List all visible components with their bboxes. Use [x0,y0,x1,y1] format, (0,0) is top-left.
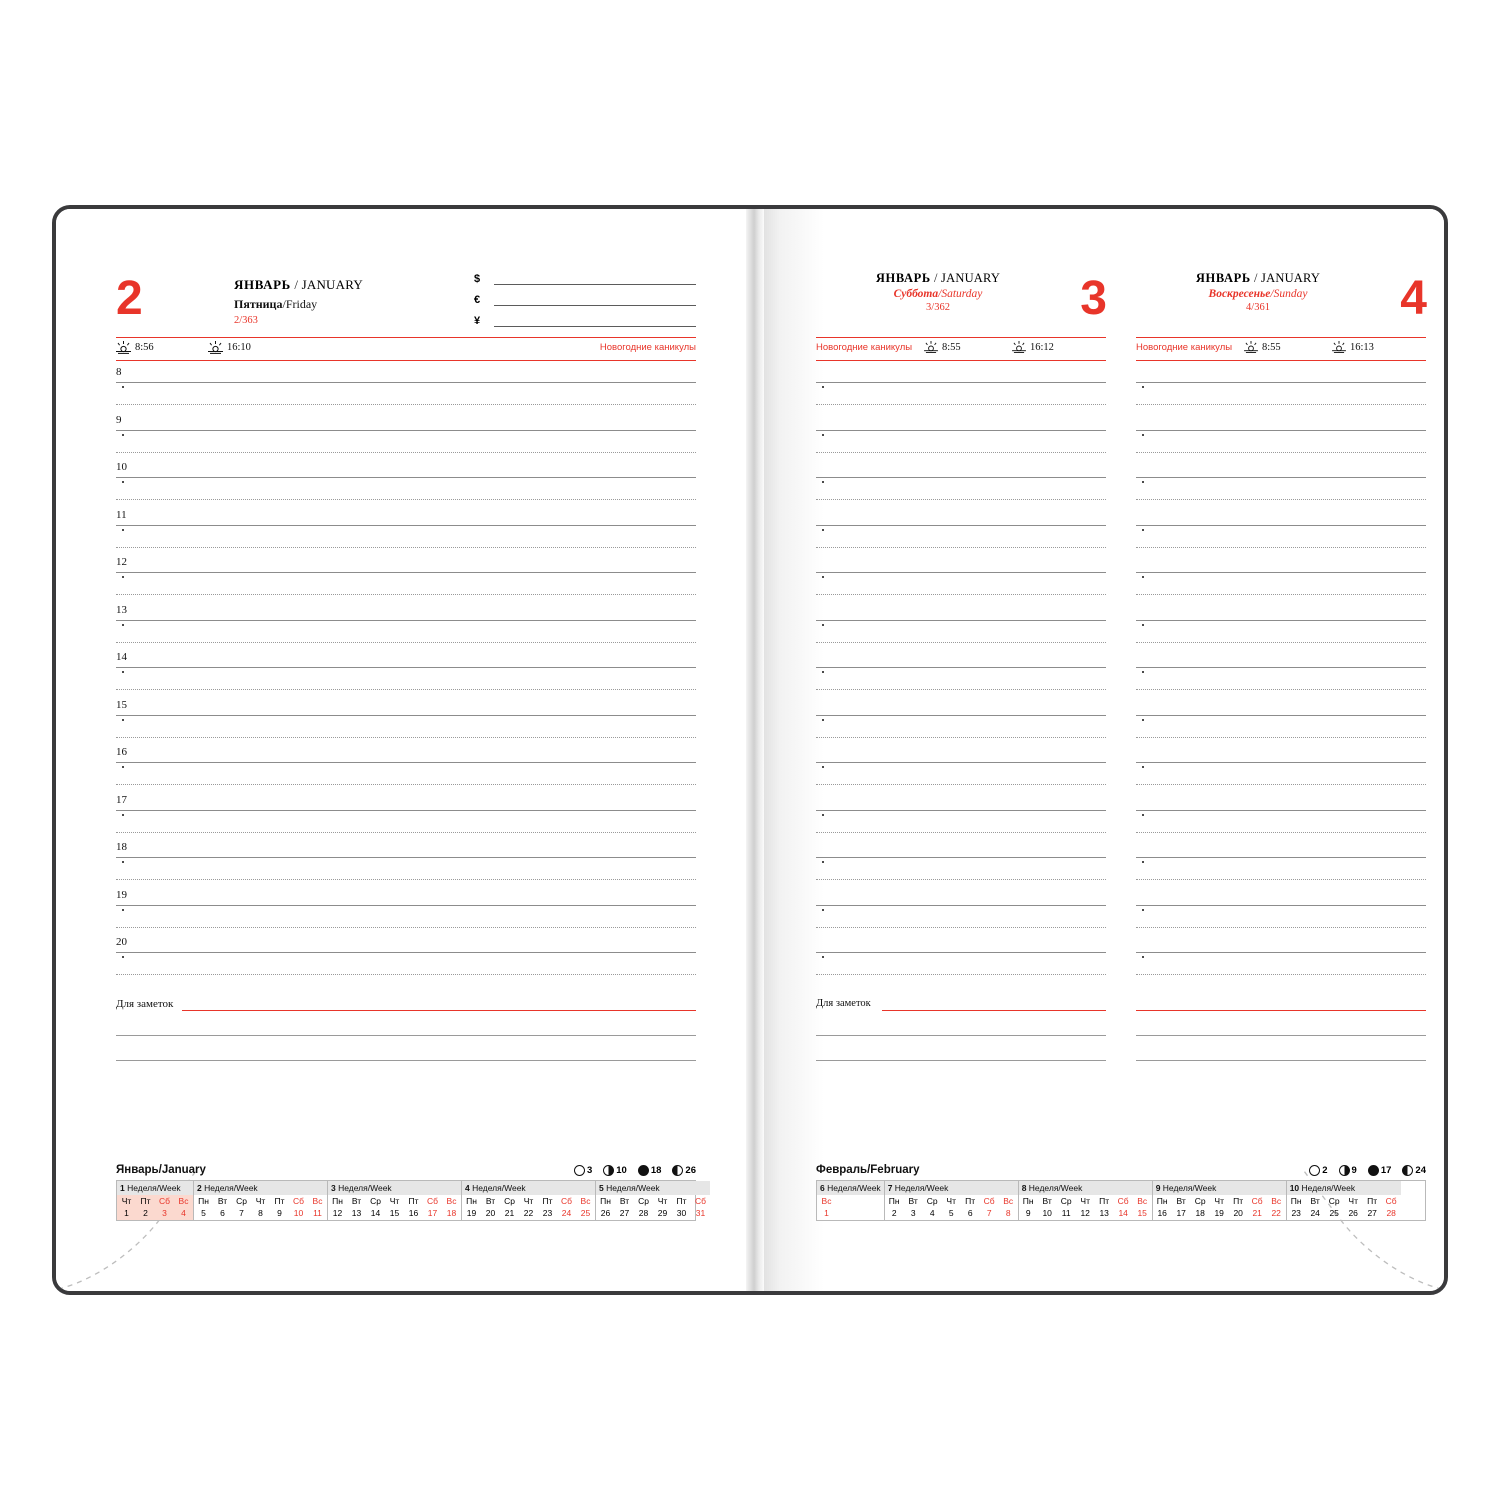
moon-full-moon: 17 [1368,1165,1392,1176]
mini-weekday: Вс [821,1196,832,1206]
mini-calendar-january [116,1164,706,1221]
currency-symbol: $ [474,273,481,285]
hour-grid-sunday [1136,366,1426,984]
notes-area-friday[interactable] [116,998,696,1061]
hour-row[interactable]: 11 [116,509,696,557]
mini-weekday: Пн [198,1196,209,1206]
mini-weekday-row [328,1195,461,1207]
mini-day-cell[interactable]: 9 [1025,1208,1031,1218]
mini-weekday: Сб [426,1196,438,1206]
hour-row[interactable] [816,604,1106,652]
mini-weekday: Сб [560,1196,572,1206]
mini-day-cell[interactable]: 22 [1271,1208,1281,1218]
notes-top-rule [882,998,1106,1011]
mini-weekday: Пт [1367,1196,1378,1206]
mini-weekday: Пт [1233,1196,1244,1206]
mini-day-cell[interactable]: 6 [967,1208,973,1218]
mini-day-cell[interactable]: 23 [542,1208,553,1218]
mini-week [1153,1181,1287,1220]
mini-week [117,1181,194,1220]
mini-day-cell[interactable]: 21 [1252,1208,1262,1218]
sun-times-row-sunday [1136,337,1426,361]
mini-day-cell[interactable]: 9 [277,1208,282,1218]
currency-write-line[interactable] [494,315,696,327]
mini-day-row [194,1207,327,1220]
hour-row[interactable] [816,509,1106,557]
mini-weekday: Сб [1251,1196,1263,1206]
sunset-icon [208,341,223,354]
mini-weekday: Пт [676,1196,687,1206]
mini-day-cell[interactable]: 13 [351,1208,362,1218]
month-label: ЯНВАРЬ / JANUARY [1195,271,1321,285]
mini-weekday: Вс [1003,1196,1014,1206]
mini-day-cell[interactable]: 8 [1005,1208,1011,1218]
mini-weekday: Ср [926,1196,938,1206]
currency-block [474,273,696,336]
hour-row[interactable] [816,556,1106,604]
mini-weekday-row [117,1195,193,1207]
weekday-label: Пятница/Friday [234,297,318,311]
hour-row[interactable] [816,461,1106,509]
hour-row[interactable] [1136,794,1426,842]
mini-calendar-header [116,1164,696,1176]
mini-day-cell[interactable]: 3 [155,1207,174,1220]
mini-weekday: Вс [1137,1196,1148,1206]
weekday-label: Суббота/Saturday [893,288,983,300]
mini-calendar-header [816,1164,1426,1176]
sunset-time: 16:10 [227,342,251,353]
mini-day-cell[interactable]: 22 [523,1208,534,1218]
hour-row[interactable] [816,794,1106,842]
day-titles [234,277,363,326]
hour-grid-friday [116,366,696,984]
mini-weekday-row [596,1195,710,1207]
mini-week-label: 3 Неделя/Week [328,1181,461,1195]
mini-weekday: Пн [1022,1196,1034,1206]
day-column-sunday [1136,271,1426,1061]
mini-weekday: Чт [657,1196,668,1206]
mini-weekday: Вс [1271,1196,1282,1206]
day-header-saturday [816,271,1106,335]
sunrise-icon [924,341,938,353]
mini-weekday: Вт [351,1196,362,1206]
mini-weekday: Пн [888,1196,900,1206]
mini-day-cell[interactable]: 25 [580,1208,591,1218]
mini-week-label: 8 Неделя/Week [1019,1181,1152,1195]
mini-week-label: 2 Неделя/Week [194,1181,327,1195]
mini-weekday: Пн [600,1196,611,1206]
mini-day-cell[interactable]: 28 [638,1208,649,1218]
mini-weekday: Чт [523,1196,534,1206]
mini-day-row [885,1207,1018,1220]
mini-weekday: Чт [117,1195,136,1207]
mini-day-cell[interactable]: 14 [370,1208,381,1218]
mini-day-cell[interactable]: 15 [389,1208,400,1218]
mini-day-cell[interactable]: 25 [1329,1208,1339,1218]
mini-day-row [117,1207,193,1220]
day-header-friday [116,271,696,335]
mini-week-label: 7 Неделя/Week [885,1181,1018,1195]
hour-row[interactable]: 10 [116,461,696,509]
sunrise-group [116,341,154,354]
mini-week [328,1181,462,1220]
mini-weekday: Пт [542,1196,553,1206]
mini-weekday: Чт [255,1196,266,1206]
mini-day-cell[interactable]: 8 [258,1208,263,1218]
mini-weekday: Чт [389,1196,400,1206]
mini-day-cell[interactable]: 31 [695,1208,706,1218]
mini-week [596,1181,710,1220]
mini-day-row [1153,1207,1286,1220]
mini-day-cell[interactable]: 13 [1099,1208,1109,1218]
mini-day-cell[interactable]: 18 [446,1208,457,1218]
mini-day-row [1019,1207,1152,1220]
hour-row[interactable]: 9 [116,414,696,462]
mini-month-name: Февраль/February [816,1164,920,1176]
hour-row[interactable] [816,414,1106,462]
hour-row[interactable] [816,889,1106,937]
mini-weekday: Сб [1385,1196,1397,1206]
notes-line[interactable] [1136,1011,1426,1036]
mini-weekday: Вт [1310,1196,1320,1206]
moon-first-quarter: 9 [1339,1165,1357,1176]
mini-weekday-row [1153,1195,1286,1207]
sunset-group [208,341,251,354]
hour-row[interactable] [816,699,1106,747]
open-planner-book [52,205,1448,1295]
mini-weekday: Вс [580,1196,591,1206]
day-titles [816,271,1106,313]
moon-last-quarter: 26 [672,1165,696,1176]
moon-phases [1309,1165,1426,1176]
mini-weekday-row [194,1195,327,1207]
mini-day-cell[interactable]: 24 [1310,1208,1320,1218]
mini-day-cell[interactable]: 19 [466,1208,477,1218]
hour-row[interactable]: 20 [116,936,696,984]
day-number: 4 [1400,272,1426,325]
book-spine [746,209,764,1291]
mini-week-label: 10 Неделя/Week [1287,1181,1401,1195]
mini-day-cell[interactable]: 11 [313,1208,322,1218]
hour-row[interactable] [1136,509,1426,557]
hour-row[interactable]: 15 [116,699,696,747]
sunrise-group [924,341,961,353]
holiday-label: Новогодние каникулы [816,342,913,353]
sun-times-row-friday [116,337,696,361]
currency-write-line[interactable] [494,294,696,306]
mini-calendar-february [816,1164,1426,1221]
mini-day-cell[interactable]: 2 [136,1207,155,1220]
sunrise-time: 8:55 [1262,341,1281,353]
mini-weekday: Ср [504,1196,515,1206]
mini-day-cell[interactable]: 23 [1291,1208,1301,1218]
mini-weekday: Вс [312,1196,323,1206]
mini-day-cell[interactable]: 12 [1080,1208,1090,1218]
currency-symbol: ¥ [474,315,481,327]
mini-day-row [328,1207,461,1220]
hour-row[interactable] [816,746,1106,794]
mini-weekday: Чт [946,1196,956,1206]
notes-label: Для заметок [116,997,174,1010]
mini-day-cell[interactable]: 10 [1042,1208,1052,1218]
notes-line[interactable] [816,1036,1106,1061]
currency-symbol: € [474,294,481,306]
day-of-year: 4/361 [1246,302,1270,313]
mini-day-cell[interactable]: 7 [239,1208,244,1218]
sunset-time: 16:12 [1030,341,1054,353]
hour-row[interactable] [1136,461,1426,509]
hour-row[interactable] [1136,651,1426,699]
day-header-sunday [1136,271,1426,335]
hour-row[interactable] [816,936,1106,984]
mini-weekday: Чт [1348,1196,1358,1206]
hour-row[interactable]: 19 [116,889,696,937]
day-number: 2 [116,272,142,325]
mini-weekday: Сб [155,1195,174,1207]
sunset-time: 16:13 [1350,341,1374,353]
notes-line[interactable] [116,1011,696,1036]
mini-weekday: Вт [619,1196,630,1206]
hour-row[interactable]: 18 [116,841,696,889]
day-of-year: 3/362 [926,302,950,313]
mini-weekday: Пн [466,1196,477,1206]
mini-day-cell[interactable]: 7 [986,1208,992,1218]
mini-day-cell[interactable]: 1 [824,1208,829,1218]
moon-first-quarter: 10 [603,1165,627,1176]
mini-weekday: Чт [1080,1196,1090,1206]
hour-row[interactable] [1136,604,1426,652]
mini-day-cell[interactable]: 6 [220,1208,225,1218]
mini-day-cell[interactable]: 20 [1233,1208,1243,1218]
hour-row[interactable]: 16 [116,746,696,794]
mini-day-cell[interactable]: 28 [1386,1208,1396,1218]
hour-row[interactable]: 17 [116,794,696,842]
day-titles [1136,271,1426,313]
mini-weekday-row [817,1195,884,1207]
currency-row-eur [474,294,696,306]
mini-weekday: Ср [1060,1196,1072,1206]
weekday-label: Воскресенье/Sunday [1208,288,1308,300]
mini-weekday: Пт [965,1196,976,1206]
mini-day-cell[interactable]: 17 [427,1208,438,1218]
mini-day-cell[interactable]: 18 [1195,1208,1205,1218]
mini-week [817,1181,885,1220]
sunrise-time: 8:55 [942,341,961,353]
mini-day-cell[interactable]: 4 [174,1207,193,1220]
mini-day-cell[interactable]: 5 [948,1208,954,1218]
mini-week [885,1181,1019,1220]
sun-times-row-saturday [816,337,1106,361]
moon-last-quarter: 24 [1402,1165,1426,1176]
hour-row[interactable] [1136,936,1426,984]
mini-weekday: Сб [983,1196,995,1206]
moon-full-moon: 18 [638,1165,662,1176]
notes-label: Для заметок [816,997,871,1009]
holiday-label: Новогодние каникулы [1136,342,1233,353]
mini-day-row [596,1207,710,1220]
notes-top-rule [182,998,696,1011]
mini-day-cell[interactable]: 4 [929,1208,935,1218]
mini-day-cell[interactable]: 16 [1157,1208,1167,1218]
mini-weekday: Сб [1117,1196,1129,1206]
mini-weekday: Вт [908,1196,918,1206]
mini-day-cell[interactable]: 11 [1061,1208,1071,1218]
notes-line[interactable] [1136,1036,1426,1061]
mini-week-grid [116,1180,706,1221]
mini-weekday: Пт [1099,1196,1110,1206]
mini-weekday: Вт [485,1196,496,1206]
mini-day-cell[interactable]: 2 [891,1208,897,1218]
mini-weekday: Сб [292,1196,304,1206]
mini-weekday-row [1287,1195,1401,1207]
notes-line[interactable] [816,1011,1106,1036]
mini-weekday: Вт [217,1196,228,1206]
mini-day-cell[interactable]: 26 [600,1208,611,1218]
hour-row[interactable]: 13 [116,604,696,652]
mini-day-cell[interactable]: 21 [504,1208,515,1218]
mini-week [1019,1181,1153,1220]
mini-day-cell[interactable]: 1 [117,1207,136,1220]
hour-grid-saturday [816,366,1106,984]
currency-write-line[interactable] [494,273,696,285]
hour-row[interactable] [1136,366,1426,414]
mini-weekday: Ср [638,1196,649,1206]
mini-week-label: 1 Неделя/Week [117,1181,193,1195]
mini-day-cell[interactable]: 27 [1367,1208,1377,1218]
currency-row-usd [474,273,696,285]
hour-row[interactable]: 12 [116,556,696,604]
hour-row[interactable] [1136,841,1426,889]
sunset-icon [1012,341,1026,353]
mini-weekday: Чт [1214,1196,1224,1206]
sunrise-icon [116,341,131,354]
notes-area-sunday[interactable] [1136,998,1426,1061]
mini-weekday-row [462,1195,595,1207]
mini-day-row [817,1207,884,1220]
mini-weekday: Пт [274,1196,285,1206]
mini-weekday: Вт [1176,1196,1186,1206]
mini-day-cell[interactable]: 19 [1214,1208,1224,1218]
mini-day-cell[interactable]: 26 [1348,1208,1358,1218]
month-label: ЯНВАРЬ / JANUARY [875,271,1001,285]
mini-weekday: Вс [174,1195,193,1207]
hour-row[interactable] [816,366,1106,414]
mini-day-cell[interactable]: 27 [619,1208,630,1218]
mini-week-grid [816,1180,1426,1221]
mini-week-label: 6 Неделя/Week [817,1181,884,1195]
hour-row[interactable] [816,841,1106,889]
mini-weekday: Пн [1290,1196,1302,1206]
mini-day-cell[interactable]: 3 [910,1208,916,1218]
mini-day-row [462,1207,595,1220]
sunset-group [1332,341,1374,353]
mini-weekday: Пн [332,1196,343,1206]
moon-phases [574,1165,696,1176]
mini-weekday-row [885,1195,1018,1207]
mini-day-cell[interactable]: 10 [293,1208,304,1218]
mini-week [1287,1181,1401,1220]
mini-day-cell[interactable]: 29 [657,1208,668,1218]
mini-day-cell[interactable]: 20 [485,1208,496,1218]
mini-month-name: Январь/January [116,1164,206,1176]
day-number: 3 [1080,272,1106,325]
mini-day-cell[interactable]: 24 [561,1208,572,1218]
moon-new-moon: 3 [574,1165,592,1176]
mini-week [462,1181,596,1220]
mini-week-label: 9 Неделя/Week [1153,1181,1286,1195]
mini-weekday: Пт [408,1196,419,1206]
mini-week [194,1181,328,1220]
hour-row[interactable] [1136,699,1426,747]
mini-weekday: Пн [1156,1196,1168,1206]
sunset-group [1012,341,1054,353]
mini-weekday: Вт [1042,1196,1052,1206]
hour-row[interactable] [1136,889,1426,937]
sunrise-time: 8:56 [135,342,154,353]
mini-day-cell[interactable]: 5 [201,1208,206,1218]
hour-row[interactable] [1136,746,1426,794]
mini-week-label: 5 Неделя/Week [596,1181,710,1195]
hour-row[interactable]: 8 [116,366,696,414]
mini-day-cell[interactable]: 17 [1176,1208,1186,1218]
mini-day-cell[interactable]: 14 [1118,1208,1128,1218]
currency-row-jpy [474,315,696,327]
hour-row[interactable] [1136,414,1426,462]
mini-day-row [1287,1207,1401,1220]
mini-weekday: Ср [370,1196,381,1206]
mini-weekday: Ср [1194,1196,1206,1206]
sunrise-group [1244,341,1281,353]
mini-week-label: 4 Неделя/Week [462,1181,595,1195]
notes-top-rule [1136,998,1426,1011]
mini-weekday: Ср [1328,1196,1340,1206]
mini-weekday-row [1019,1195,1152,1207]
day-of-year: 2/363 [234,315,258,326]
hour-row[interactable]: 14 [116,651,696,699]
hour-row[interactable] [1136,556,1426,604]
hour-row[interactable] [816,651,1106,699]
day-column-saturday [816,271,1106,1061]
mini-day-cell[interactable]: 15 [1137,1208,1147,1218]
mini-weekday: Ср [236,1196,247,1206]
mini-day-cell[interactable]: 12 [332,1208,343,1218]
sunset-icon [1332,341,1346,353]
moon-new-moon: 2 [1309,1165,1327,1176]
mini-day-cell[interactable]: 30 [676,1208,687,1218]
sunrise-icon [1244,341,1258,353]
mini-weekday: Пт [136,1195,155,1207]
notes-line[interactable] [116,1036,696,1061]
mini-weekday: Вс [446,1196,457,1206]
day-column-friday [116,271,696,1061]
mini-day-cell[interactable]: 16 [408,1208,419,1218]
holiday-label: Новогодние каникулы [599,342,696,353]
mini-weekday: Сб [694,1196,706,1206]
month-label: ЯНВАРЬ / JANUARY [234,277,363,292]
notes-area-saturday[interactable] [816,998,1106,1061]
